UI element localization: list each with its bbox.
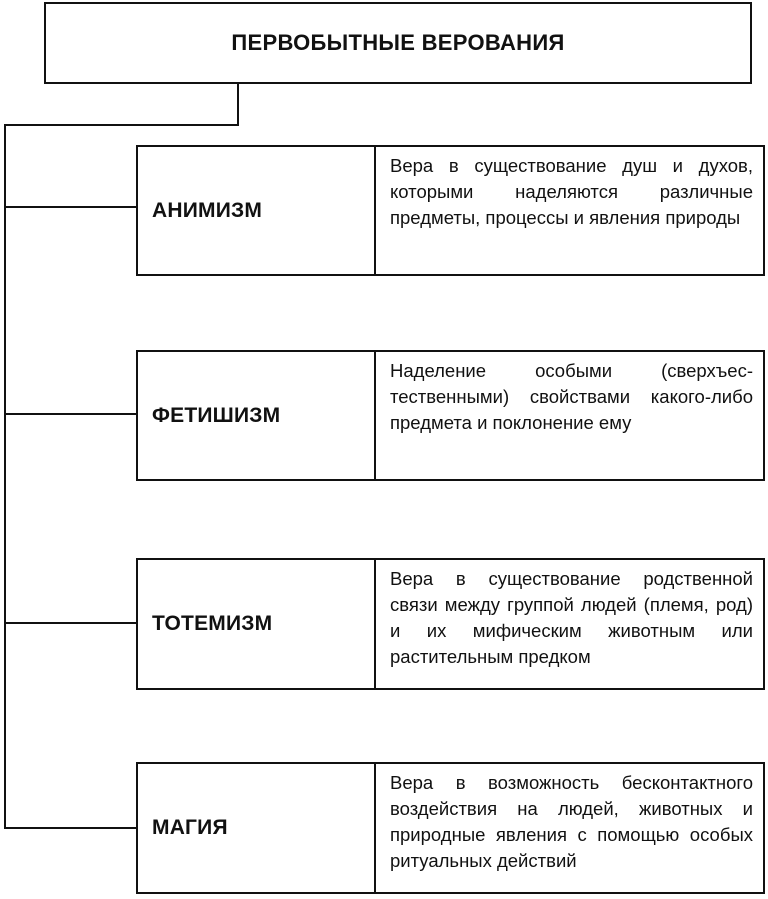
- term-animism: АНИМИЗМ: [152, 198, 263, 222]
- connector-trunk: [4, 124, 6, 829]
- description-totemism: Вера в существование родственной связи между группой людей (племя, род) и их мифическим животным или растительным предком: [390, 568, 753, 667]
- term-box-totemism: [136, 558, 376, 690]
- description-box-totemism: [374, 558, 765, 690]
- connector-branch-totemism: [4, 622, 138, 624]
- description-box-magic: [374, 762, 765, 894]
- connector-title-stem: [237, 84, 239, 126]
- connector-branch-fetishism: [4, 413, 138, 415]
- connector-branch-animism: [4, 206, 138, 208]
- term-box-fetishism: [136, 350, 376, 481]
- description-animism: Вера в существование душ и духов, которыми наделяются различные предметы, процессы и явления природы: [390, 155, 753, 228]
- description-box-animism: [374, 145, 765, 276]
- title-box: [44, 2, 752, 84]
- description-magic: Вера в возможность бесконтактного воздействия на людей, животных и природные явления с помощью особых ритуальных действий: [390, 772, 753, 871]
- term-totemism: ТОТЕМИЗМ: [152, 612, 273, 635]
- description-box-fetishism: [374, 350, 765, 481]
- term-box-magic: [136, 762, 376, 894]
- term-box-animism: [136, 145, 376, 276]
- description-fetishism: Наделение особыми (сверхъестественными) свойствами какого-либо предмета и поклонение ему: [390, 360, 753, 433]
- connector-title-horizontal: [4, 124, 239, 126]
- term-fetishism: ФЕТИШИЗМ: [152, 403, 281, 427]
- diagram-title: ПЕРВОБЫТНЫЕ ВЕРОВАНИЯ: [231, 30, 565, 55]
- term-magic: МАГИЯ: [152, 816, 228, 839]
- connector-branch-magic: [4, 827, 138, 829]
